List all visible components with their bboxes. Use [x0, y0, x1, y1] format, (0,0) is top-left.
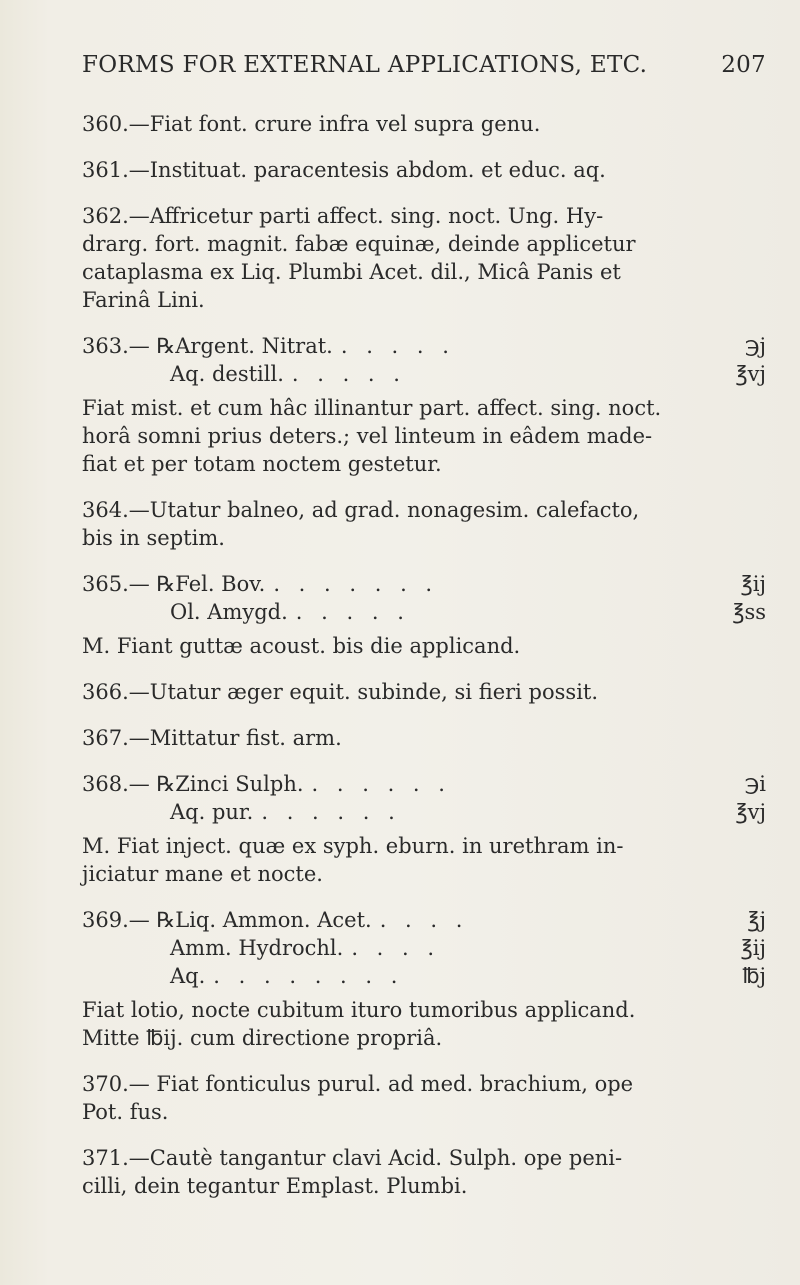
- running-title: FORMS FOR EXTERNAL APPLICATIONS, ETC.: [82, 52, 648, 78]
- rx-leader-dots: . . . .: [351, 936, 441, 960]
- rx-prefix: 363.— ℞: [82, 334, 176, 358]
- rx-row: [82, 598, 766, 626]
- rx-quantity: ℥j: [747, 908, 766, 932]
- rx-ingredient: Amm. Hydrochl.: [170, 936, 344, 960]
- rx-ingredient: Fel. Bov.: [175, 572, 266, 596]
- entry-367: [82, 724, 766, 752]
- rx-quantity: ℥ij: [740, 572, 766, 596]
- rx-leader-dots: . . . . . .: [311, 772, 451, 796]
- rx-leader-dots: . . . . .: [295, 600, 410, 624]
- entry-text: 367.—Mittatur fist. arm.: [82, 726, 342, 750]
- rx-quantity: ℥vj: [735, 362, 766, 386]
- rx-quantity: ℥vj: [735, 800, 766, 824]
- entry-line: Mitte ℔ij. cum directione propriâ.: [82, 1026, 443, 1050]
- entry-line: drarg. fort. magnit. fabæ equinæ, deinde applicetur: [82, 232, 636, 256]
- rx-ingredient: Aq. pur.: [170, 800, 254, 824]
- rx-prefix: 368.— ℞: [82, 772, 176, 796]
- entry-360: [82, 110, 766, 138]
- entry-text: 361.—Instituat. paracentesis abdom. et educ. aq.: [82, 158, 606, 182]
- rx-row: [82, 934, 766, 962]
- entry-364: [82, 496, 766, 552]
- entry-line: cilli, dein tegantur Emplast. Plumbi.: [82, 1174, 468, 1198]
- entry-361: [82, 156, 766, 184]
- rx-row: [82, 332, 766, 360]
- entry-line: jiciatur mane et nocte.: [82, 862, 323, 886]
- entry-line: Fiat lotio, nocte cubitum ituro tumoribus applicand.: [82, 998, 636, 1022]
- page-number: 207: [721, 52, 766, 78]
- entry-text: 366.—Utatur æger equit. subinde, si fieri possit.: [82, 680, 599, 704]
- rx-ingredient: Ol. Amygd.: [170, 600, 288, 624]
- rx-row: [82, 770, 766, 798]
- rx-quantity: ℈j: [744, 334, 766, 358]
- rx-ingredient: Argent. Nitrat.: [175, 334, 333, 358]
- prescription: [82, 570, 766, 626]
- rx-ingredient: Zinci Sulph.: [175, 772, 304, 796]
- entry-363: [82, 332, 766, 478]
- entry-line: M. Fiant guttæ acoust. bis die applicand.: [82, 634, 521, 658]
- rx-ingredient: Aq.: [170, 964, 206, 988]
- entry-370: [82, 1070, 766, 1126]
- prescription: [82, 906, 766, 990]
- entry-366: [82, 678, 766, 706]
- rx-ingredient: Liq. Ammon. Acet.: [175, 908, 372, 932]
- rx-row: [82, 798, 766, 826]
- entry-line: fiat et per totam noctem gestetur.: [82, 452, 442, 476]
- entry-line: 364.—Utatur balneo, ad grad. nonagesim. calefacto,: [82, 498, 640, 522]
- rx-leader-dots: . . . . . . .: [273, 572, 439, 596]
- rx-leader-dots: . . . . .: [291, 362, 406, 386]
- rx-ingredient: Aq. destill.: [170, 362, 284, 386]
- entry-365: [82, 570, 766, 660]
- entry-line: M. Fiat inject. quæ ex syph. eburn. in urethram in-: [82, 834, 624, 858]
- rx-quantity: ℈i: [744, 772, 766, 796]
- entry-369: [82, 906, 766, 1052]
- prescription: [82, 770, 766, 826]
- entry-line: 370.— Fiat fonticulus purul. ad med. brachium, ope: [82, 1072, 634, 1096]
- rx-row: [82, 360, 766, 388]
- entry-line: bis in septim.: [82, 526, 225, 550]
- rx-leader-dots: . . . . .: [340, 334, 455, 358]
- entry-362: [82, 202, 766, 314]
- page-body: [82, 110, 766, 1218]
- entry-line: 371.—Cautè tangantur clavi Acid. Sulph. ope peni-: [82, 1146, 623, 1170]
- rx-leader-dots: . . . .: [379, 908, 469, 932]
- rx-row: [82, 906, 766, 934]
- prescription: [82, 332, 766, 388]
- entry-line: Farinâ Lini.: [82, 288, 205, 312]
- rx-prefix: 365.— ℞: [82, 572, 176, 596]
- rx-prefix: 369.— ℞: [82, 908, 176, 932]
- rx-leader-dots: . . . . . .: [261, 800, 401, 824]
- entry-368: [82, 770, 766, 888]
- entry-line: Pot. fus.: [82, 1100, 169, 1124]
- rx-quantity: ℔j: [742, 964, 766, 988]
- entry-371: [82, 1144, 766, 1200]
- entry-line: cataplasma ex Liq. Plumbi Acet. dil., Micâ Panis et: [82, 260, 621, 284]
- rx-quantity: ℥ss: [732, 600, 766, 624]
- rx-row: [82, 962, 766, 990]
- entry-text: 360.—Fiat font. crure infra vel supra genu.: [82, 112, 541, 136]
- entry-line: horâ somni prius deters.; vel linteum in eâdem made-: [82, 424, 653, 448]
- rx-leader-dots: . . . . . . . .: [213, 964, 404, 988]
- rx-quantity: ℥ij: [740, 936, 766, 960]
- entry-line: Fiat mist. et cum hâc illinantur part. affect. sing. noct.: [82, 396, 662, 420]
- entry-line: 362.—Affricetur parti affect. sing. noct. Ung. Hy-: [82, 204, 604, 228]
- rx-row: [82, 570, 766, 598]
